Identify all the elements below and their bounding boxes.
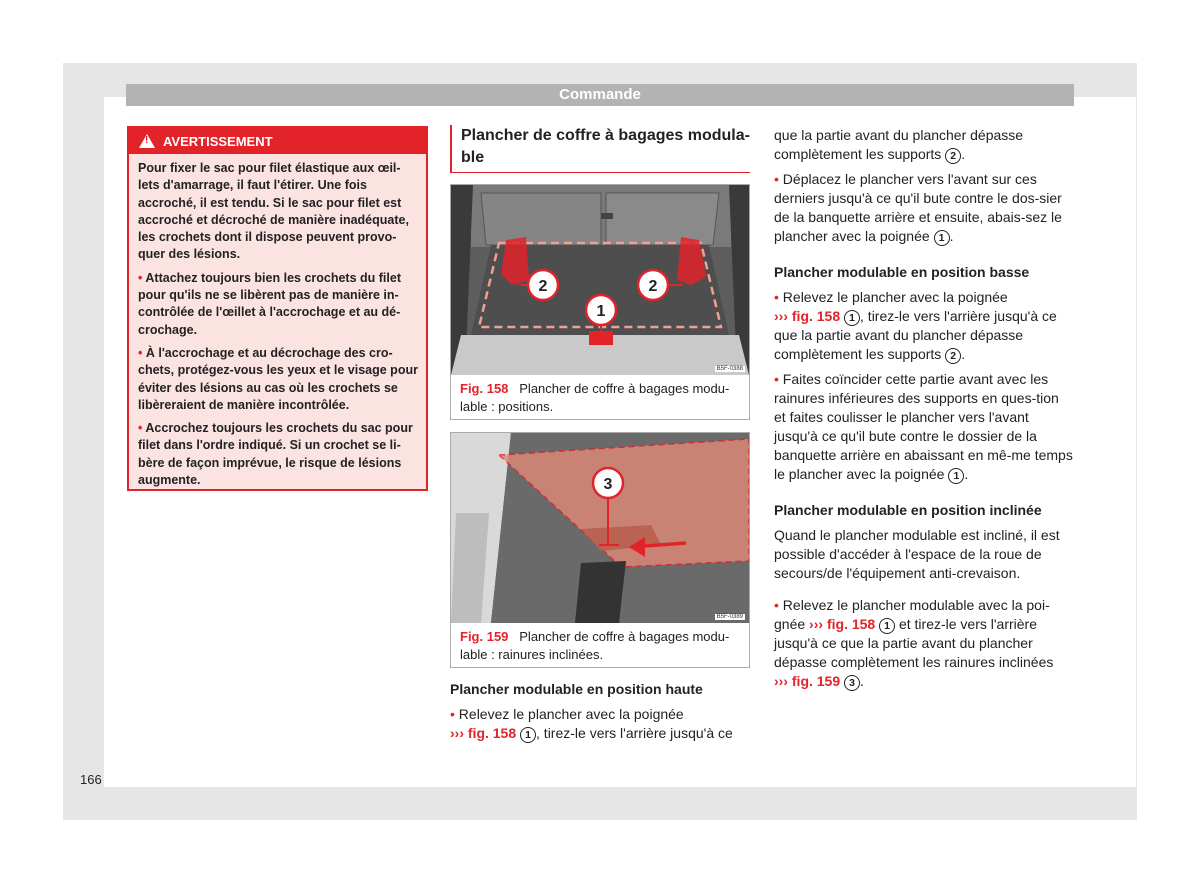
section-title: Plancher de coffre à bagages modula-ble — [450, 125, 750, 173]
figure-158 — [450, 184, 750, 420]
right-text — [774, 126, 1074, 691]
warning-paragraph: • Attachez toujours bien les crochets du filet pour qu'ils ne se libèrent pas de manière in-contrôlée de l'œillet à l'accrochage et au dé-crochage. — [138, 270, 401, 337]
callout-ref-1: 1 — [520, 727, 536, 743]
svg-text:3: 3 — [603, 476, 613, 493]
subheading-low-position: Plancher modulable en position basse — [774, 264, 1030, 280]
warning-paragraph: Pour fixer le sac pour filet élastique aux œil-lets d'amarrage, il faut l'étirer. Une fois accroché, il est tendu. Si le sac pour filet est accroché et décroché de manière inadéquate, les crochets dont il dispose peuvent provo-quer des lésions. — [138, 161, 409, 262]
bullet-icon: • — [138, 421, 146, 436]
figure-reference-link[interactable]: ››› fig. 158 — [450, 725, 517, 741]
warning-body — [129, 154, 426, 489]
trunk-floor-illustration — [451, 185, 749, 375]
paragraph: que la partie avant du plancher dépasse complètement les supports 2 . — [774, 127, 1024, 162]
paragraph: • Relevez le plancher modulable avec la poi-gnée ››› fig. 158 1 et tirez-le vers l'arrière jusqu'à ce que la partie avant du plancher dépasse complètement les rainures inclinées ››› fig. 159 3 . — [774, 597, 1054, 689]
figure-code: B5F-0389 — [716, 614, 743, 620]
svg-text:1: 1 — [596, 303, 606, 320]
callout-3 — [593, 468, 623, 498]
warning-paragraph: • Accrochez toujours les crochets du sac pour filet dans l'ordre indiqué. Si un crochet se li-bère de façon imprévue, le risque de lésions augmente. — [138, 421, 413, 488]
figure-caption: Fig. 159 Plancher de coffre à bagages modu-lable : rainures inclinées. — [460, 629, 730, 662]
warning-title: AVERTISSEMENT — [163, 133, 273, 149]
callout-1 — [586, 295, 616, 325]
figure-code: B5F-0388 — [716, 366, 743, 372]
section-rule — [450, 172, 750, 173]
figure-reference-link[interactable]: ››› fig. 158 — [774, 308, 841, 324]
figure-reference-link[interactable]: ››› fig. 158 — [809, 616, 876, 632]
paragraph: Quand le plancher modulable est incliné, il est possible d'accéder à l'espace de la roue de secours/de l'équipement anti-crevaison. — [774, 527, 1060, 581]
warning-box — [127, 126, 428, 491]
middle-text — [450, 680, 750, 743]
svg-text:2: 2 — [648, 278, 658, 295]
warning-header — [129, 128, 426, 154]
subheading-high-position: Plancher modulable en position haute — [450, 681, 703, 697]
figure-reference-link[interactable]: ››› fig. 159 — [774, 673, 841, 689]
svg-text:2: 2 — [538, 278, 548, 295]
figure-caption: Fig. 158 Plancher de coffre à bagages modu-lable : positions. — [460, 381, 730, 414]
paragraph: • Faites coïncider cette partie avant avec les rainures inférieures des supports en ques-tion et faites coulisser le plancher vers l'avant jusqu'à ce qu'il bute contre le dossier de la banquette arrière en abaissant en mê-me temps le plancher avec la poignée 1 . — [774, 371, 1073, 482]
instruction-paragraph: • Relevez le plancher avec la poignée ››› fig. 158 1 , tirez-le vers l'arrière jusqu'à ce — [450, 706, 733, 741]
inclined-grooves-illustration — [451, 433, 749, 623]
figure-159 — [450, 432, 750, 668]
warning-triangle-icon — [139, 134, 155, 148]
bullet-icon: • — [138, 270, 146, 285]
warning-paragraph: • À l'accrochage et au décrochage des cro-chets, protégez-vous les yeux et le visage pour éviter des lésions au cas où les crochets se libèreraient de manière incontrôlée. — [138, 345, 418, 412]
paragraph: • Relevez le plancher avec la poignée ››› fig. 158 1 , tirez-le vers l'arrière jusqu'à ce que la partie avant du plancher dépasse complètement les supports 2 . — [774, 289, 1057, 362]
chapter-header: Commande — [126, 84, 1074, 106]
subheading-inclined-position: Plancher modulable en position inclinée — [774, 502, 1042, 518]
paragraph: • Déplacez le plancher vers l'avant sur ces derniers jusqu'à ce qu'il bute contre le dos-sier de la banquette arrière et ensuite, abais-sez le plancher avec la poignée 1 . — [774, 171, 1062, 244]
callout-2-left — [528, 270, 558, 300]
callout-2-right — [638, 270, 668, 300]
bullet-icon: • — [138, 345, 146, 360]
page-number: 166 — [80, 772, 102, 787]
